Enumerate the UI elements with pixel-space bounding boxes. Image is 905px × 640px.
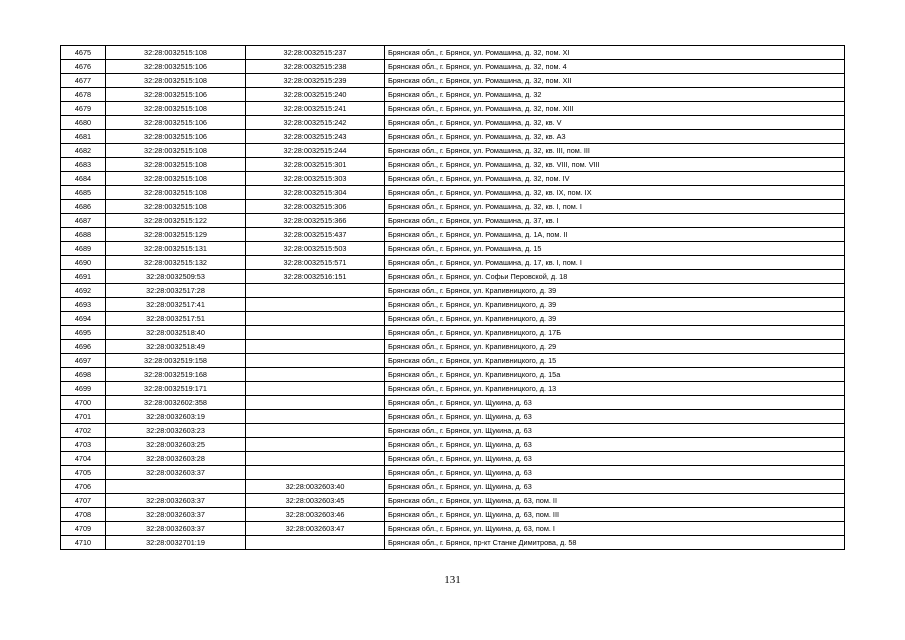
row-number-cell: 4676: [61, 60, 106, 74]
address-cell: Брянская обл., г. Брянск, ул. Софьи Перовской, д. 18: [385, 270, 845, 284]
table-row: [61, 60, 845, 74]
land-cadastral-number-cell: 32:28:0032517:51: [106, 312, 246, 326]
land-cadastral-number-cell: 32:28:0032603:28: [106, 452, 246, 466]
table-row: [61, 46, 845, 60]
land-cadastral-number-cell: [106, 480, 246, 494]
table-row: [61, 536, 845, 550]
object-cadastral-number-cell: 32:28:0032515:237: [246, 46, 385, 60]
row-number-cell: 4684: [61, 172, 106, 186]
table-row: [61, 312, 845, 326]
address-cell: Брянская обл., г. Брянск, ул. Щукина, д. 63: [385, 480, 845, 494]
land-cadastral-number-cell: 32:28:0032515:106: [106, 116, 246, 130]
object-cadastral-number-cell: 32:28:0032603:46: [246, 508, 385, 522]
object-cadastral-number-cell: 32:28:0032515:238: [246, 60, 385, 74]
object-cadastral-number-cell: [246, 368, 385, 382]
address-cell: Брянская обл., г. Брянск, ул. Ромашина, д. 32, кв. V: [385, 116, 845, 130]
table-row: [61, 102, 845, 116]
row-number-cell: 4702: [61, 424, 106, 438]
table-row: [61, 452, 845, 466]
object-cadastral-number-cell: [246, 340, 385, 354]
land-cadastral-number-cell: 32:28:0032515:106: [106, 60, 246, 74]
address-cell: Брянская обл., г. Брянск, ул. Крапивницкого, д. 13: [385, 382, 845, 396]
address-cell: Брянская обл., г. Брянск, ул. Щукина, д. 63: [385, 466, 845, 480]
object-cadastral-number-cell: 32:28:0032515:503: [246, 242, 385, 256]
table-row: [61, 214, 845, 228]
table-row: [61, 298, 845, 312]
row-number-cell: 4682: [61, 144, 106, 158]
address-cell: Брянская обл., г. Брянск, ул. Ромашина, д. 32, пом. IV: [385, 172, 845, 186]
object-cadastral-number-cell: 32:28:0032515:306: [246, 200, 385, 214]
object-cadastral-number-cell: 32:28:0032515:437: [246, 228, 385, 242]
row-number-cell: 4678: [61, 88, 106, 102]
land-cadastral-number-cell: 32:28:0032602:358: [106, 396, 246, 410]
row-number-cell: 4703: [61, 438, 106, 452]
table-row: [61, 74, 845, 88]
land-cadastral-number-cell: 32:28:0032701:19: [106, 536, 246, 550]
address-cell: Брянская обл., г. Брянск, ул. Щукина, д. 63: [385, 438, 845, 452]
table-body: [61, 46, 845, 550]
object-cadastral-number-cell: 32:28:0032515:301: [246, 158, 385, 172]
row-number-cell: 4694: [61, 312, 106, 326]
address-cell: Брянская обл., г. Брянск, ул. Ромашина, д. 15: [385, 242, 845, 256]
address-cell: Брянская обл., г. Брянск, ул. Ромашина, д. 32, пом. XIII: [385, 102, 845, 116]
table-row: [61, 466, 845, 480]
table-row: [61, 508, 845, 522]
land-cadastral-number-cell: 32:28:0032603:37: [106, 494, 246, 508]
table-row: [61, 256, 845, 270]
address-cell: Брянская обл., г. Брянск, ул. Крапивницкого, д. 39: [385, 284, 845, 298]
row-number-cell: 4683: [61, 158, 106, 172]
row-number-cell: 4689: [61, 242, 106, 256]
row-number-cell: 4699: [61, 382, 106, 396]
page-number: 131: [444, 574, 461, 586]
table-row: [61, 242, 845, 256]
object-cadastral-number-cell: [246, 410, 385, 424]
land-cadastral-number-cell: 32:28:0032515:108: [106, 158, 246, 172]
object-cadastral-number-cell: [246, 466, 385, 480]
table-row: [61, 354, 845, 368]
object-cadastral-number-cell: 32:28:0032603:40: [246, 480, 385, 494]
row-number-cell: 4707: [61, 494, 106, 508]
land-cadastral-number-cell: 32:28:0032515:106: [106, 88, 246, 102]
row-number-cell: 4688: [61, 228, 106, 242]
land-cadastral-number-cell: 32:28:0032509:53: [106, 270, 246, 284]
row-number-cell: 4701: [61, 410, 106, 424]
table-row: [61, 116, 845, 130]
table-row: [61, 88, 845, 102]
address-cell: Брянская обл., г. Брянск, ул. Ромашина, д. 37, кв. I: [385, 214, 845, 228]
table-row: [61, 438, 845, 452]
address-cell: Брянская обл., г. Брянск, ул. Ромашина, д. 32: [385, 88, 845, 102]
address-cell: Брянская обл., г. Брянск, ул. Ромашина, д. 32, пом. XII: [385, 74, 845, 88]
address-cell: Брянская обл., г. Брянск, ул. Ромашина, д. 17, кв. I, пом. I: [385, 256, 845, 270]
table-row: [61, 368, 845, 382]
address-cell: Брянская обл., г. Брянск, ул. Крапивницкого, д. 15а: [385, 368, 845, 382]
address-cell: Брянская обл., г. Брянск, ул. Щукина, д. 63, пом. III: [385, 508, 845, 522]
land-cadastral-number-cell: 32:28:0032515:131: [106, 242, 246, 256]
address-cell: Брянская обл., г. Брянск, ул. Щукина, д. 63, пом. I: [385, 522, 845, 536]
object-cadastral-number-cell: [246, 396, 385, 410]
table-row: [61, 326, 845, 340]
row-number-cell: 4690: [61, 256, 106, 270]
row-number-cell: 4685: [61, 186, 106, 200]
address-cell: Брянская обл., г. Брянск, ул. Ромашина, д. 32, кв. III, пом. III: [385, 144, 845, 158]
address-cell: Брянская обл., г. Брянск, ул. Щукина, д. 63: [385, 410, 845, 424]
object-cadastral-number-cell: 32:28:0032515:239: [246, 74, 385, 88]
row-number-cell: 4695: [61, 326, 106, 340]
address-cell: Брянская обл., г. Брянск, ул. Ромашина, д. 1А, пом. II: [385, 228, 845, 242]
land-cadastral-number-cell: 32:28:0032603:37: [106, 522, 246, 536]
table-row: [61, 200, 845, 214]
object-cadastral-number-cell: [246, 298, 385, 312]
row-number-cell: 4700: [61, 396, 106, 410]
address-cell: Брянская обл., г. Брянск, ул. Ромашина, д. 32, кв. IX, пом. IX: [385, 186, 845, 200]
land-cadastral-number-cell: 32:28:0032519:168: [106, 368, 246, 382]
land-cadastral-number-cell: 32:28:0032515:108: [106, 172, 246, 186]
cadastral-table: [60, 45, 845, 550]
address-cell: Брянская обл., г. Брянск, ул. Ромашина, д. 32, пом. 4: [385, 60, 845, 74]
land-cadastral-number-cell: 32:28:0032515:108: [106, 74, 246, 88]
object-cadastral-number-cell: [246, 326, 385, 340]
table-row: [61, 382, 845, 396]
address-cell: Брянская обл., г. Брянск, ул. Щукина, д. 63: [385, 452, 845, 466]
table-row: [61, 158, 845, 172]
row-number-cell: 4704: [61, 452, 106, 466]
row-number-cell: 4675: [61, 46, 106, 60]
object-cadastral-number-cell: [246, 424, 385, 438]
table-row: [61, 410, 845, 424]
row-number-cell: 4679: [61, 102, 106, 116]
address-cell: Брянская обл., г. Брянск, ул. Крапивницкого, д. 39: [385, 312, 845, 326]
object-cadastral-number-cell: 32:28:0032515:303: [246, 172, 385, 186]
object-cadastral-number-cell: 32:28:0032603:47: [246, 522, 385, 536]
land-cadastral-number-cell: 32:28:0032603:19: [106, 410, 246, 424]
address-cell: Брянская обл., г. Брянск, ул. Крапивницкого, д. 29: [385, 340, 845, 354]
object-cadastral-number-cell: 32:28:0032515:242: [246, 116, 385, 130]
object-cadastral-number-cell: 32:28:0032516:151: [246, 270, 385, 284]
land-cadastral-number-cell: 32:28:0032603:37: [106, 466, 246, 480]
land-cadastral-number-cell: 32:28:0032515:108: [106, 46, 246, 60]
object-cadastral-number-cell: [246, 438, 385, 452]
land-cadastral-number-cell: 32:28:0032515:108: [106, 144, 246, 158]
land-cadastral-number-cell: 32:28:0032515:108: [106, 200, 246, 214]
address-cell: Брянская обл., г. Брянск, ул. Крапивницкого, д. 15: [385, 354, 845, 368]
object-cadastral-number-cell: 32:28:0032515:244: [246, 144, 385, 158]
table-row: [61, 424, 845, 438]
land-cadastral-number-cell: 32:28:0032518:49: [106, 340, 246, 354]
land-cadastral-number-cell: 32:28:0032603:25: [106, 438, 246, 452]
address-cell: Брянская обл., г. Брянск, ул. Ромашина, д. 32, кв. I, пом. I: [385, 200, 845, 214]
address-cell: Брянская обл., г. Брянск, ул. Ромашина, д. 32, пом. XI: [385, 46, 845, 60]
row-number-cell: 4691: [61, 270, 106, 284]
table-row: [61, 144, 845, 158]
row-number-cell: 4708: [61, 508, 106, 522]
table-row: [61, 172, 845, 186]
row-number-cell: 4709: [61, 522, 106, 536]
table-row: [61, 284, 845, 298]
land-cadastral-number-cell: 32:28:0032515:129: [106, 228, 246, 242]
address-cell: Брянская обл., г. Брянск, ул. Ромашина, д. 32, кв. А3: [385, 130, 845, 144]
object-cadastral-number-cell: [246, 284, 385, 298]
land-cadastral-number-cell: 32:28:0032515:108: [106, 102, 246, 116]
address-cell: Брянская обл., г. Брянск, пр-кт Станке Димитрова, д. 58: [385, 536, 845, 550]
land-cadastral-number-cell: 32:28:0032603:23: [106, 424, 246, 438]
object-cadastral-number-cell: [246, 536, 385, 550]
object-cadastral-number-cell: [246, 354, 385, 368]
land-cadastral-number-cell: 32:28:0032517:41: [106, 298, 246, 312]
row-number-cell: 4705: [61, 466, 106, 480]
object-cadastral-number-cell: [246, 382, 385, 396]
object-cadastral-number-cell: 32:28:0032515:304: [246, 186, 385, 200]
object-cadastral-number-cell: [246, 312, 385, 326]
object-cadastral-number-cell: 32:28:0032603:45: [246, 494, 385, 508]
table-row: [61, 270, 845, 284]
table-row: [61, 480, 845, 494]
table-row: [61, 522, 845, 536]
table-row: [61, 340, 845, 354]
object-cadastral-number-cell: 32:28:0032515:241: [246, 102, 385, 116]
row-number-cell: 4698: [61, 368, 106, 382]
object-cadastral-number-cell: 32:28:0032515:366: [246, 214, 385, 228]
table-row: [61, 130, 845, 144]
row-number-cell: 4686: [61, 200, 106, 214]
table-row: [61, 396, 845, 410]
row-number-cell: 4677: [61, 74, 106, 88]
address-cell: Брянская обл., г. Брянск, ул. Щукина, д. 63: [385, 424, 845, 438]
table-row: [61, 494, 845, 508]
address-cell: Брянская обл., г. Брянск, ул. Щукина, д. 63: [385, 396, 845, 410]
land-cadastral-number-cell: 32:28:0032515:122: [106, 214, 246, 228]
object-cadastral-number-cell: [246, 452, 385, 466]
land-cadastral-number-cell: 32:28:0032519:158: [106, 354, 246, 368]
land-cadastral-number-cell: 32:28:0032518:40: [106, 326, 246, 340]
address-cell: Брянская обл., г. Брянск, ул. Крапивницкого, д. 17Б: [385, 326, 845, 340]
address-cell: Брянская обл., г. Брянск, ул. Крапивницкого, д. 39: [385, 298, 845, 312]
object-cadastral-number-cell: 32:28:0032515:240: [246, 88, 385, 102]
table-row: [61, 228, 845, 242]
row-number-cell: 4687: [61, 214, 106, 228]
land-cadastral-number-cell: 32:28:0032515:108: [106, 186, 246, 200]
table-row: [61, 186, 845, 200]
land-cadastral-number-cell: 32:28:0032515:132: [106, 256, 246, 270]
row-number-cell: 4706: [61, 480, 106, 494]
row-number-cell: 4680: [61, 116, 106, 130]
row-number-cell: 4696: [61, 340, 106, 354]
address-cell: Брянская обл., г. Брянск, ул. Щукина, д. 63, пом. II: [385, 494, 845, 508]
row-number-cell: 4681: [61, 130, 106, 144]
land-cadastral-number-cell: 32:28:0032515:106: [106, 130, 246, 144]
object-cadastral-number-cell: 32:28:0032515:243: [246, 130, 385, 144]
land-cadastral-number-cell: 32:28:0032603:37: [106, 508, 246, 522]
row-number-cell: 4692: [61, 284, 106, 298]
object-cadastral-number-cell: 32:28:0032515:571: [246, 256, 385, 270]
land-cadastral-number-cell: 32:28:0032519:171: [106, 382, 246, 396]
row-number-cell: 4693: [61, 298, 106, 312]
row-number-cell: 4710: [61, 536, 106, 550]
row-number-cell: 4697: [61, 354, 106, 368]
address-cell: Брянская обл., г. Брянск, ул. Ромашина, д. 32, кв. VIII, пом. VIII: [385, 158, 845, 172]
land-cadastral-number-cell: 32:28:0032517:28: [106, 284, 246, 298]
